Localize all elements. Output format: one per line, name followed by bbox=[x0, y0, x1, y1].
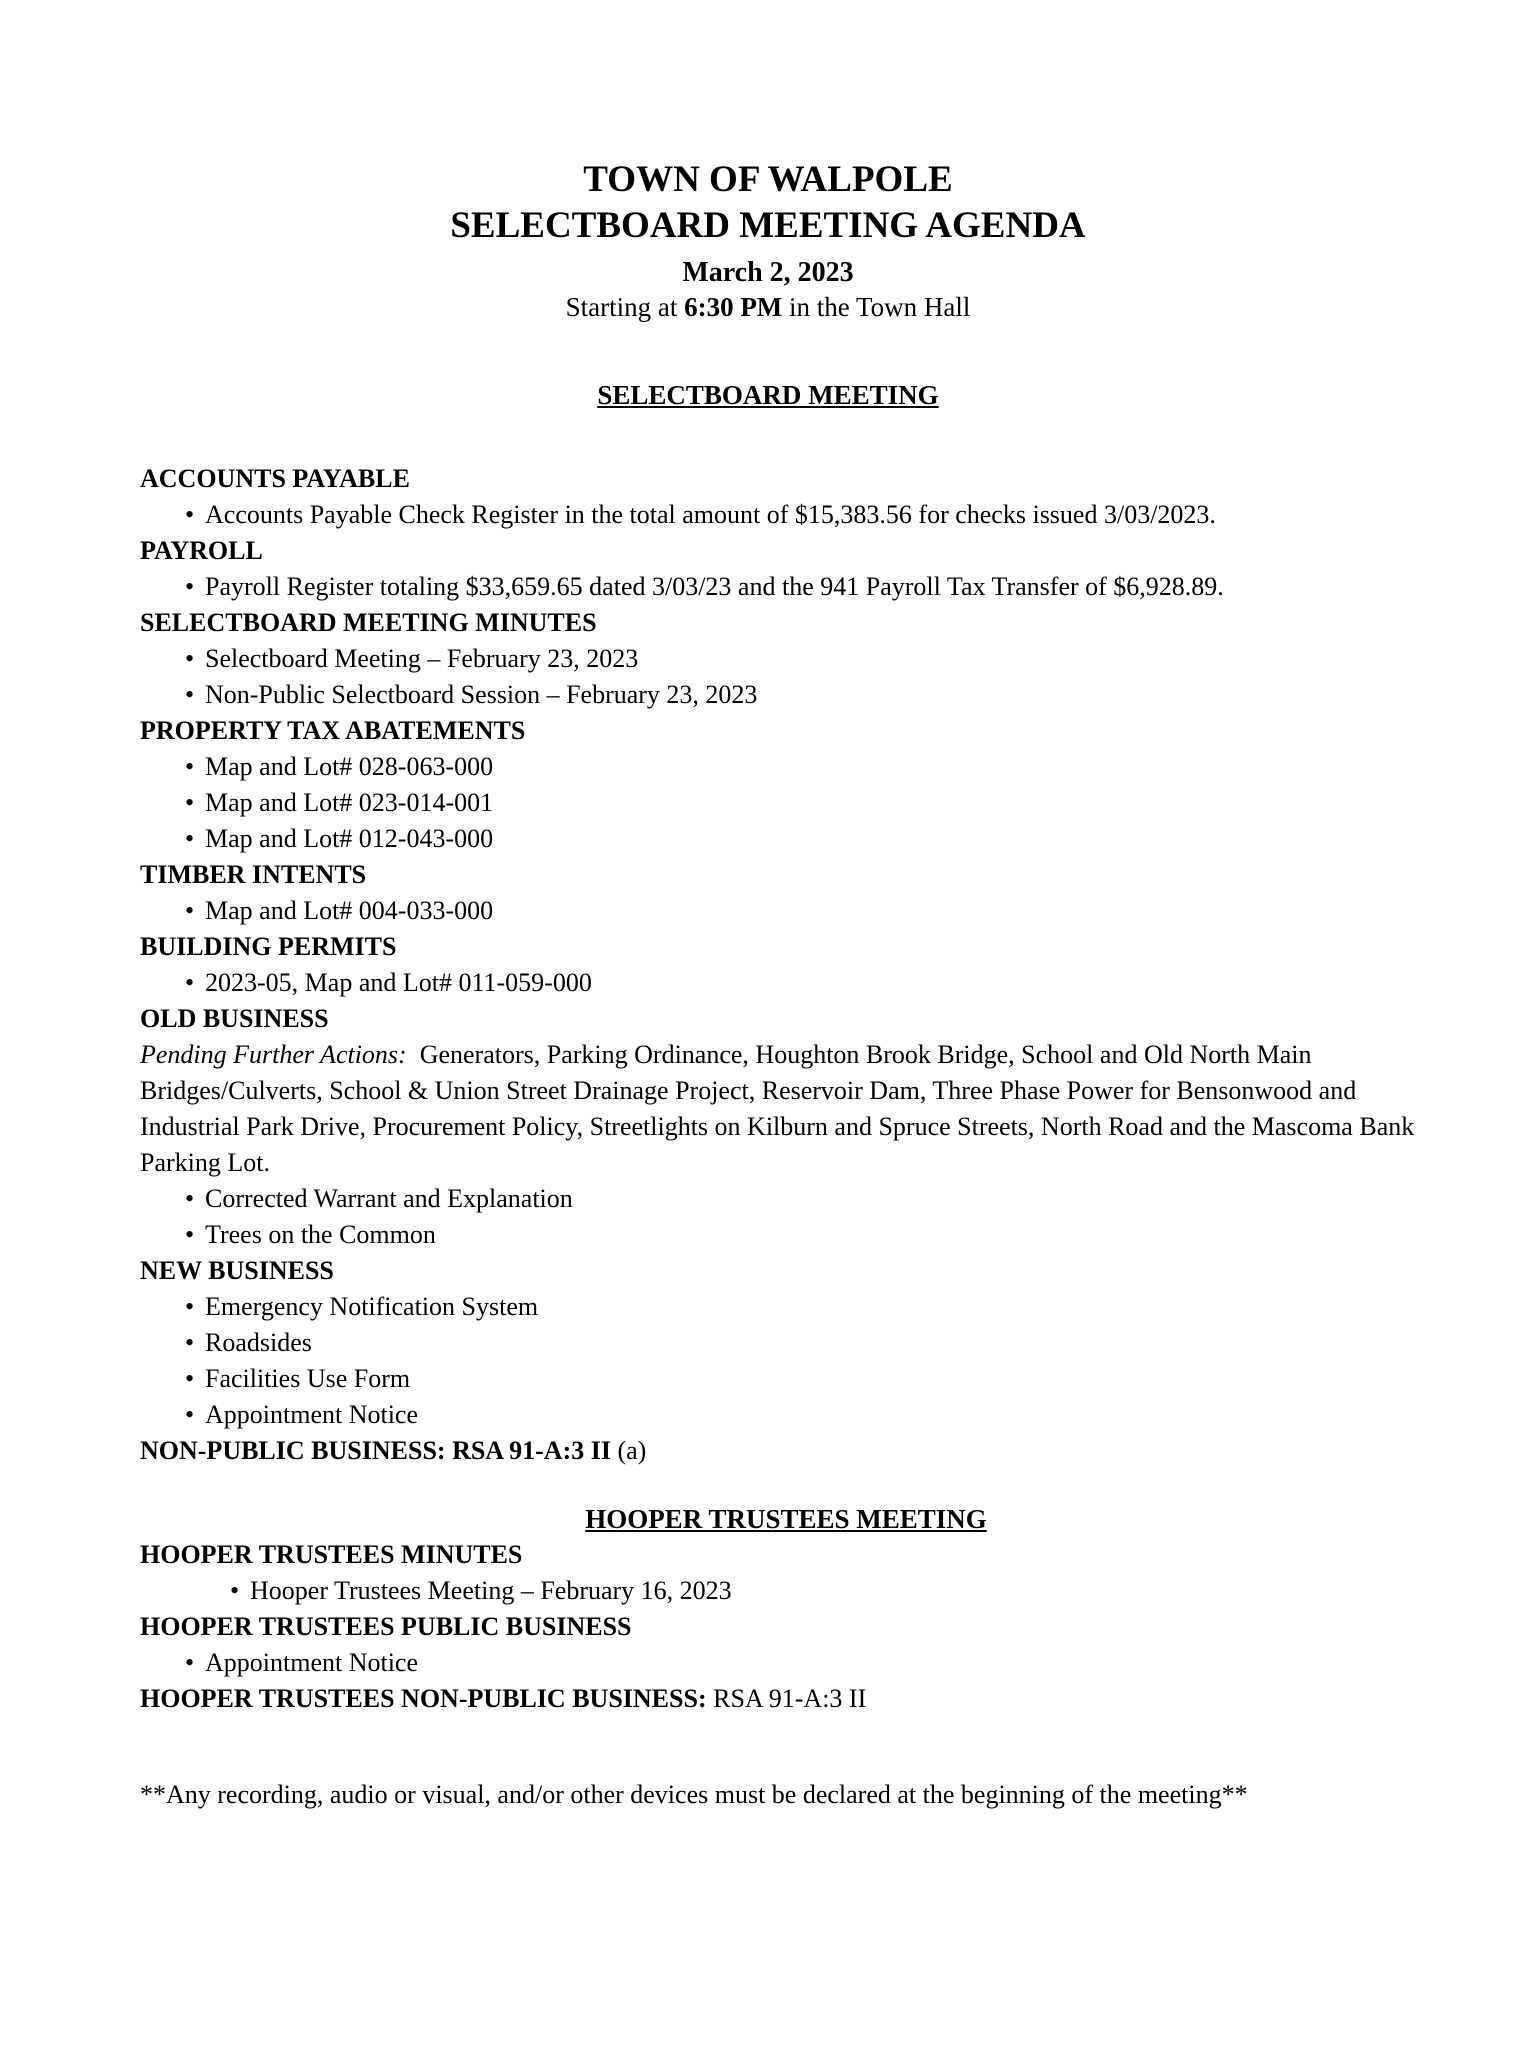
hooper-non-public-business-suffix: RSA 91-A:3 II bbox=[706, 1684, 867, 1713]
bullet-icon: • bbox=[185, 680, 195, 709]
list-item-text: Map and Lot# 012-043-000 bbox=[205, 824, 494, 853]
meeting-date: March 2, 2023 bbox=[682, 257, 854, 288]
list-item bbox=[140, 677, 1432, 713]
non-public-business-heading: NON-PUBLIC BUSINESS: RSA 91-A:3 II bbox=[140, 1436, 611, 1465]
list-item bbox=[140, 1289, 1432, 1325]
section-heading-hooper-trustees-public-business: HOOPER TRUSTEES PUBLIC BUSINESS bbox=[140, 1612, 632, 1641]
pending-further-actions-text: Generators, Parking Ordinance, Houghton Brook Bridge, School and Old North Main Bridges/Culverts, School & Union Street Drainage Project, Reservoir Dam, Three Phase Power for Bensonwood and Industrial Park Drive, Procurement Policy, Streetlights on Kilburn and Spruce Streets, North Road and the Mascoma Bank Parking Lot. bbox=[140, 1040, 1421, 1177]
list-item-text: Selectboard Meeting – February 23, 2023 bbox=[205, 644, 639, 673]
hooper-trustees-meeting-title: HOOPER TRUSTEES MEETING bbox=[585, 1504, 987, 1534]
section-heading-payroll: PAYROLL bbox=[140, 536, 263, 565]
bullet-icon: • bbox=[185, 1648, 195, 1677]
bullet-icon: • bbox=[230, 1576, 240, 1605]
town-title: TOWN OF WALPOLE bbox=[583, 159, 953, 200]
list-item bbox=[140, 893, 1432, 929]
list-item-text: 2023-05, Map and Lot# 011-059-000 bbox=[205, 968, 592, 997]
section-heading-building-permits: BUILDING PERMITS bbox=[140, 932, 397, 961]
agenda-body bbox=[0, 461, 1536, 1813]
list-item bbox=[140, 1361, 1432, 1397]
list-item-text: Accounts Payable Check Register in the total amount of $15,383.56 for checks issued 3/03/2023. bbox=[205, 500, 1216, 529]
list-item-text: Appointment Notice bbox=[205, 1648, 419, 1677]
list-item-text: Payroll Register totaling $33,659.65 dated 3/03/23 and the 941 Payroll Tax Transfer of $6,928.89. bbox=[205, 572, 1224, 601]
section-heading-selectboard-meeting-minutes: SELECTBOARD MEETING MINUTES bbox=[140, 608, 597, 637]
list-item-text: Emergency Notification System bbox=[205, 1292, 539, 1321]
bullet-icon: • bbox=[185, 1328, 195, 1357]
bullet-icon: • bbox=[185, 1364, 195, 1393]
agenda-title: SELECTBOARD MEETING AGENDA bbox=[450, 205, 1086, 246]
bullet-icon: • bbox=[185, 1220, 195, 1249]
bullet-icon: • bbox=[185, 500, 195, 529]
list-item-text: Facilities Use Form bbox=[205, 1364, 411, 1393]
list-item bbox=[140, 821, 1432, 857]
section-heading-hooper-trustees-minutes: HOOPER TRUSTEES MINUTES bbox=[140, 1540, 523, 1569]
bullet-icon: • bbox=[185, 896, 195, 925]
meeting-time-location bbox=[0, 290, 1536, 324]
section-heading-timber-intents: TIMBER INTENTS bbox=[140, 860, 367, 889]
list-item-text: Non-Public Selectboard Session – February 23, 2023 bbox=[205, 680, 758, 709]
list-item bbox=[140, 1181, 1432, 1217]
list-item-text: Map and Lot# 023-014-001 bbox=[205, 788, 494, 817]
list-item-text: Corrected Warrant and Explanation bbox=[205, 1184, 573, 1213]
pending-further-actions-paragraph bbox=[140, 1037, 1432, 1181]
list-item-text: Hooper Trustees Meeting – February 16, 2023 bbox=[250, 1576, 732, 1605]
list-item-text: Map and Lot# 004-033-000 bbox=[205, 896, 494, 925]
list-item-text: Roadsides bbox=[205, 1328, 312, 1357]
bullet-icon: • bbox=[185, 824, 195, 853]
list-item bbox=[140, 569, 1432, 605]
section-heading-new-business: NEW BUSINESS bbox=[140, 1256, 334, 1285]
bullet-icon: • bbox=[185, 752, 195, 781]
list-item-text: Appointment Notice bbox=[205, 1400, 419, 1429]
non-public-business-suffix: (a) bbox=[610, 1436, 647, 1465]
bullet-icon: • bbox=[185, 1292, 195, 1321]
list-item bbox=[140, 1325, 1432, 1361]
list-item bbox=[140, 965, 1432, 1001]
list-item bbox=[140, 1217, 1432, 1253]
bullet-icon: • bbox=[185, 572, 195, 601]
list-item-text: Trees on the Common bbox=[205, 1220, 436, 1249]
bullet-icon: • bbox=[185, 968, 195, 997]
hooper-non-public-business-line bbox=[140, 1681, 1432, 1717]
starting-time: 6:30 PM bbox=[684, 292, 783, 322]
bullet-icon: • bbox=[185, 788, 195, 817]
non-public-business-line bbox=[140, 1433, 1432, 1469]
hooper-non-public-business-heading: HOOPER TRUSTEES NON-PUBLIC BUSINESS: bbox=[140, 1684, 707, 1713]
section-heading-accounts-payable: ACCOUNTS PAYABLE bbox=[140, 464, 410, 493]
section-heading-property-tax-abatements: PROPERTY TAX ABATEMENTS bbox=[140, 716, 526, 745]
list-item bbox=[140, 749, 1432, 785]
selectboard-meeting-title: SELECTBOARD MEETING bbox=[597, 380, 939, 410]
list-item-text: Map and Lot# 028-063-000 bbox=[205, 752, 494, 781]
list-item bbox=[140, 785, 1432, 821]
list-item bbox=[140, 497, 1432, 533]
starting-prefix: Starting at bbox=[565, 292, 685, 322]
pending-further-actions-label: Pending Further Actions: bbox=[140, 1040, 407, 1069]
list-item bbox=[140, 1645, 1432, 1681]
list-item bbox=[140, 1573, 1432, 1609]
starting-suffix: in the Town Hall bbox=[782, 292, 971, 322]
bullet-icon: • bbox=[185, 644, 195, 673]
bullet-icon: • bbox=[185, 1184, 195, 1213]
list-item bbox=[140, 641, 1432, 677]
section-heading-old-business: OLD BUSINESS bbox=[140, 1004, 329, 1033]
recording-notice: **Any recording, audio or visual, and/or other devices must be declared at the beginning of the meeting** bbox=[140, 1780, 1248, 1809]
list-item bbox=[140, 1397, 1432, 1433]
document-header bbox=[0, 0, 1536, 324]
hooper-trustees-section bbox=[140, 1537, 1432, 1717]
bullet-icon: • bbox=[185, 1400, 195, 1429]
